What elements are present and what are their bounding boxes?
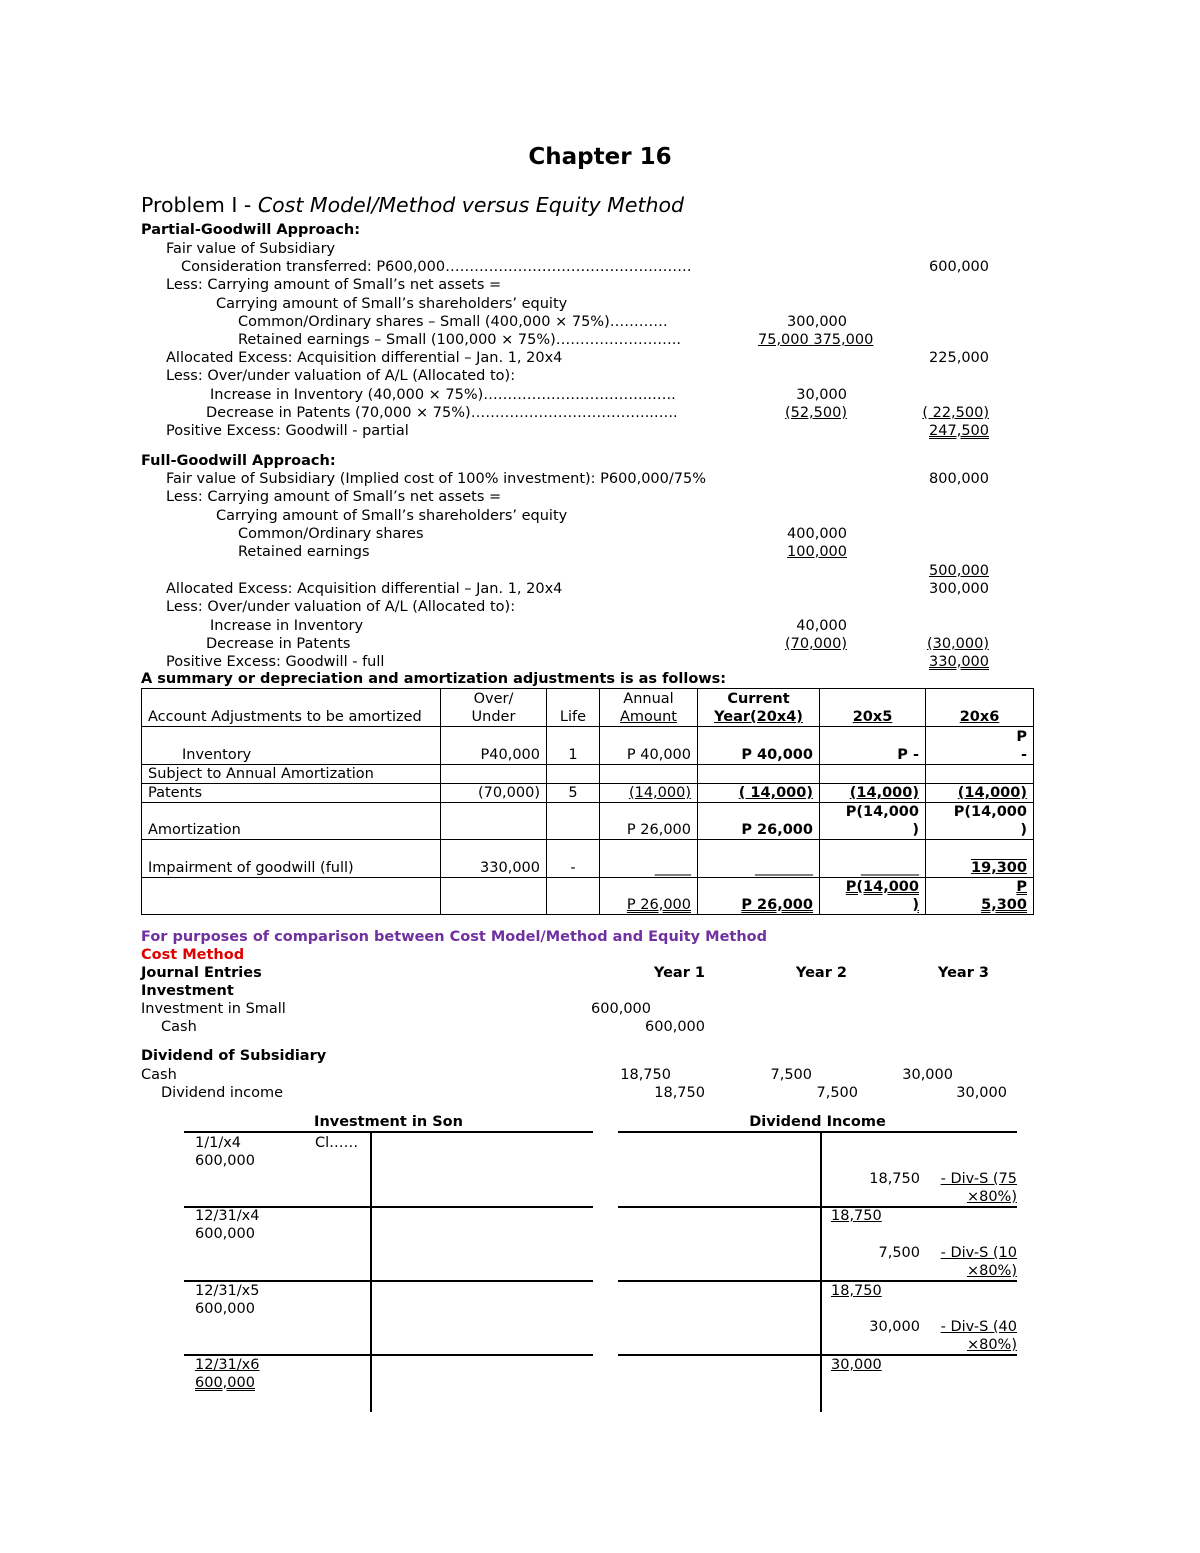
partial-line: Consideration transferred: P600,000…………………………………………… <box>181 259 692 275</box>
full-line: Less: Over/under valuation of A/L (Allocated to): <box>166 599 516 615</box>
t-account-divider <box>370 1133 372 1412</box>
year-2-label: Year 2 <box>795 965 847 981</box>
dividend-entry: 7,500 <box>878 1245 920 1261</box>
dividend-total: 30,000 <box>831 1357 882 1373</box>
cell <box>547 803 600 840</box>
partial-line: Common/Ordinary shares – Small (400,000 × 75%)………… <box>238 314 668 330</box>
cell: P 40,000 <box>698 727 820 765</box>
full-heading: Full-Goodwill Approach: <box>141 453 336 469</box>
cell: 1 <box>547 727 600 765</box>
full-value: 40,000 <box>796 618 847 634</box>
cell: (70,000) <box>441 784 547 803</box>
header-current: Current Year(20x4) <box>698 689 820 727</box>
partial-line: Positive Excess: Goodwill - partial <box>166 423 409 439</box>
cell: P 26,000 <box>698 803 820 840</box>
dividend-heading: Dividend of Subsidiary <box>141 1048 327 1064</box>
page-title: Chapter 16 <box>528 144 672 170</box>
cell: P 26,000 <box>600 803 698 840</box>
full-line: Increase in Inventory <box>210 618 364 634</box>
cell <box>441 765 547 784</box>
t-account-line <box>618 1131 1017 1133</box>
problem-heading <box>141 192 684 218</box>
summary-table <box>141 688 1034 915</box>
partial-line: Less: Carrying amount of Small’s net assets = <box>166 277 502 293</box>
partial-heading: Partial-Goodwill Approach: <box>141 222 361 238</box>
cell <box>926 765 1034 784</box>
investment-entry: 12/31/x4 600,000 <box>195 1208 260 1242</box>
cell: P 5,300 <box>926 878 1034 915</box>
partial-line: Allocated Excess: Acquisition differential – Jan. 1, 20x4 <box>166 350 563 366</box>
journal-value: 600,000 <box>591 1001 651 1017</box>
cell: Subject to Annual Amortization <box>142 765 441 784</box>
partial-value: 75,000 375,000 <box>758 332 874 348</box>
cell: P(14,000 ) <box>820 878 926 915</box>
table-row <box>142 840 1034 878</box>
investment-entry: 12/31/x5 600,000 <box>195 1283 260 1317</box>
journal-value: 30,000 <box>902 1067 953 1083</box>
journal-line: Dividend income <box>161 1085 284 1101</box>
table-row <box>142 765 1034 784</box>
dividend-entry-desc: - Div-S (40 ×80%) <box>940 1319 1017 1353</box>
journal-entries-heading: Journal Entries <box>141 965 262 981</box>
investment-heading: Investment <box>141 983 234 999</box>
cell: P 26,000 <box>600 878 698 915</box>
journal-value: 30,000 <box>956 1085 1007 1101</box>
partial-total: ( 22,500) <box>922 405 989 421</box>
full-line: Common/Ordinary shares <box>238 526 424 542</box>
dividend-t-account-title: Dividend Income <box>749 1114 886 1130</box>
problem-subtitle: Cost Model/Method versus Equity Method <box>257 193 685 217</box>
full-line: Retained earnings <box>238 544 370 560</box>
full-line: Less: Carrying amount of Small’s net assets = <box>166 489 502 505</box>
full-line: Positive Excess: Goodwill - full <box>166 654 385 670</box>
cell: _____ <box>600 840 698 878</box>
cell: Impairment of goodwill (full) <box>142 840 441 878</box>
cell: P - <box>820 727 926 765</box>
journal-value: 18,750 <box>654 1085 705 1101</box>
cell <box>698 765 820 784</box>
cell: (14,000) <box>926 784 1034 803</box>
journal-line: Cash <box>141 1067 177 1083</box>
investment-entry-note: Cl…… <box>315 1135 359 1151</box>
cell: P 26,000 <box>698 878 820 915</box>
journal-line: Cash <box>161 1019 197 1035</box>
cell: ________ <box>698 840 820 878</box>
cell: Patents <box>142 784 441 803</box>
t-account-line <box>184 1131 593 1133</box>
full-value: 100,000 <box>787 544 847 560</box>
table-header-row <box>142 689 1034 727</box>
journal-value: 7,500 <box>816 1085 858 1101</box>
full-value: 300,000 <box>929 581 989 597</box>
table-row <box>142 727 1034 765</box>
cell: 330,000 <box>441 840 547 878</box>
full-line: Fair value of Subsidiary (Implied cost of 100% investment): P600,000/75% <box>166 471 706 487</box>
header-over-under: Over/ Under <box>441 689 547 727</box>
year-3-label: Year 3 <box>937 965 989 981</box>
cell: P(14,000 ) <box>926 803 1034 840</box>
partial-line: Decrease in Patents (70,000 × 75%)………………………………..….. <box>206 405 678 421</box>
t-account-line <box>618 1206 1017 1208</box>
cell <box>600 765 698 784</box>
full-total: (30,000) <box>926 636 989 652</box>
header-account: Account Adjustments to be amortized <box>142 689 441 727</box>
cell: (14,000) <box>820 784 926 803</box>
cell: - <box>547 840 600 878</box>
cell <box>142 878 441 915</box>
partial-value: 225,000 <box>929 350 989 366</box>
partial-goodwill: 247,500 <box>929 423 989 439</box>
journal-value: 7,500 <box>770 1067 812 1083</box>
summary-heading: A summary or depreciation and amortization adjustments is as follows: <box>141 671 727 687</box>
dividend-total: 18,750 <box>831 1283 882 1299</box>
partial-value: 30,000 <box>796 387 847 403</box>
t-account-line <box>618 1354 1017 1356</box>
dividend-entry-desc: - Div-S (75 ×80%) <box>940 1171 1017 1205</box>
cell: P - <box>926 727 1034 765</box>
partial-line: Retained earnings – Small (100,000 × 75%)…………………….. <box>238 332 681 348</box>
header-life: Life <box>547 689 600 727</box>
full-line: Allocated Excess: Acquisition differential – Jan. 1, 20x4 <box>166 581 563 597</box>
header-annual: Annual Amount <box>600 689 698 727</box>
investment-entry: 1/1/x4 600,000 <box>195 1135 255 1169</box>
full-value: (70,000) <box>784 636 847 652</box>
dividend-entry: 30,000 <box>869 1319 920 1335</box>
cell: ( 14,000) <box>698 784 820 803</box>
dividend-entry: 18,750 <box>869 1171 920 1187</box>
cell: Inventory <box>142 727 441 765</box>
cell <box>820 765 926 784</box>
dividend-total: 18,750 <box>831 1208 882 1224</box>
journal-value: 18,750 <box>620 1067 671 1083</box>
partial-value: 600,000 <box>929 259 989 275</box>
journal-value: 600,000 <box>645 1019 705 1035</box>
cell <box>441 878 547 915</box>
investment-entry: 12/31/x6 600,000 <box>195 1357 260 1391</box>
table-row <box>142 878 1034 915</box>
cost-method-heading: Cost Method <box>141 947 245 963</box>
cell: ________ <box>820 840 926 878</box>
partial-line: Less: Over/under valuation of A/L (Allocated to): <box>166 368 516 384</box>
full-value: 400,000 <box>787 526 847 542</box>
full-line: Carrying amount of Small’s shareholders’ equity <box>216 508 568 524</box>
header-20x5: 20x5 <box>820 689 926 727</box>
cell: P 40,000 <box>600 727 698 765</box>
dividend-entry-desc: - Div-S (10 ×80%) <box>940 1245 1017 1279</box>
cell <box>441 803 547 840</box>
full-total: 500,000 <box>929 563 989 579</box>
cell: 5 <box>547 784 600 803</box>
problem-prefix: Problem I - <box>141 193 258 217</box>
cell: P(14,000 ) <box>820 803 926 840</box>
cell: 19,300 <box>926 840 1034 878</box>
cell: P40,000 <box>441 727 547 765</box>
partial-value: 300,000 <box>787 314 847 330</box>
comparison-heading: For purposes of comparison between Cost Model/Method and Equity Method <box>141 929 768 945</box>
cell: Amortization <box>142 803 441 840</box>
investment-t-account-title: Investment in Son <box>314 1114 463 1130</box>
table-row <box>142 803 1034 840</box>
full-value: 800,000 <box>929 471 989 487</box>
header-20x6: 20x6 <box>926 689 1034 727</box>
partial-value: (52,500) <box>784 405 847 421</box>
cell <box>547 878 600 915</box>
partial-line: Fair value of Subsidiary <box>166 241 336 257</box>
full-line: Decrease in Patents <box>206 636 351 652</box>
year-1-label: Year 1 <box>653 965 705 981</box>
full-goodwill: 330,000 <box>929 654 989 670</box>
journal-line: Investment in Small <box>141 1001 286 1017</box>
cell <box>547 765 600 784</box>
partial-line: Increase in Inventory (40,000 × 75%)……………………………..….. <box>210 387 676 403</box>
table-row <box>142 784 1034 803</box>
partial-line: Carrying amount of Small’s shareholders’ equity <box>216 296 568 312</box>
t-account-line <box>618 1280 1017 1282</box>
cell: (14,000) <box>600 784 698 803</box>
